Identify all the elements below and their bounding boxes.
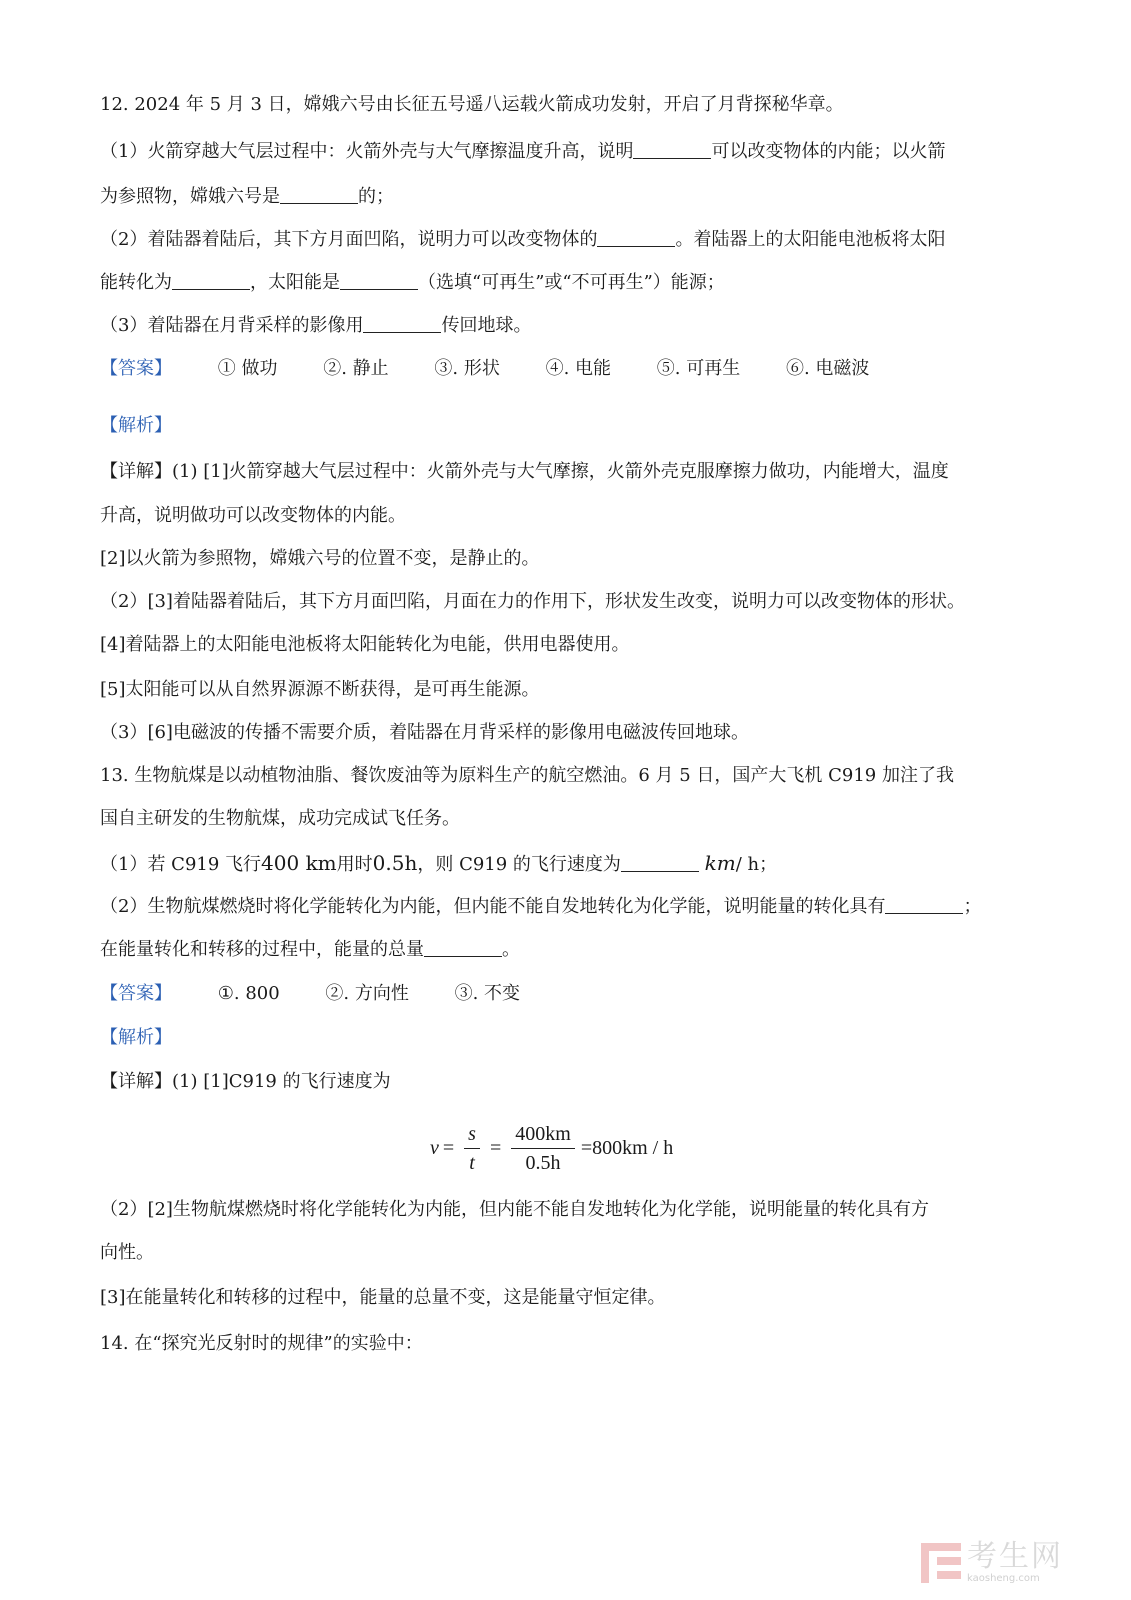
q13-part1-text: ，则 C919 的飞行速度为 [417,854,621,875]
q12-part2-text: （选填“可再生”或“不可再生”）能源； [418,272,725,293]
formula-numerator: 400km [511,1122,575,1149]
q13-blank-2 [885,895,963,914]
q12-part2-text: （2）着陆器着陆后，其下方月面凹陷，说明力可以改变物体的 [100,229,598,250]
q13-analysis-label: 【解析】 [100,1027,172,1048]
q12-blank-5 [340,271,418,290]
q12-part2-line2 [100,270,1030,296]
watermark-logo-icon [921,1543,961,1583]
answer-item: ②. 方向性 [325,983,409,1004]
q12-blank-6 [363,314,441,333]
formula-frac-st [464,1122,480,1175]
q12-detail-4: [4]着陆器上的太阳能电池板将太阳能转化为电能，供用电器使用。 [100,634,630,655]
formula-eq: = [489,1136,502,1159]
q13-part2-text: （2）生物航煤燃烧时将化学能转化为内能，但内能不能自发地转化为化学能，说明能量的转化具有 [100,896,886,917]
q12-blank-4 [172,271,250,290]
q13-detail-1: 【详解】(1) [1]C919 的飞行速度为 [100,1071,391,1092]
q13-part1-text: 用时 [336,854,373,875]
q12-part1-text: 为参照物，嫦娥六号是 [100,186,280,207]
formula-s: s [464,1122,480,1149]
q12-part1-text: （1）火箭穿越大气层过程中：火箭外壳与大气摩擦温度升高，说明 [100,141,634,162]
q12-part2-line1 [100,227,1030,253]
q13-answer-row [100,981,1030,1007]
answer-item: ⑥. 电磁波 [785,358,870,379]
q13-blank-1 [621,853,699,872]
q12-part2-text: ，太阳能是 [250,272,340,293]
q12-part3 [100,313,1030,339]
answer-item: ③. 不变 [454,983,521,1004]
q12-analysis-label: 【解析】 [100,415,172,436]
q13-time: 0.5h [372,851,418,875]
q13-stem-b: 国自主研发的生物航煤，成功完成试飞任务。 [100,808,460,829]
watermark-text [967,1541,1063,1585]
q12-part1-text: 的； [358,186,394,207]
q12-detail-2: [2]以火箭为参照物，嫦娥六号的位置不变，是静止的。 [100,548,540,569]
q12-blank-1 [633,140,711,159]
q13-part2-text: 。 [502,939,520,960]
q12-part2-text: 。着陆器上的太阳能电池板将太阳 [675,229,946,250]
q12-part1-line2 [100,184,1030,210]
q12-detail-6: （3）[6]电磁波的传播不需要介质，着陆器在月背采样的影像用电磁波传回地球。 [100,722,749,743]
q12-part3-text: 传回地球。 [441,315,532,336]
q12-blank-2 [280,185,358,204]
answer-label: 【答案】 [100,358,172,379]
q14-stem: 14. 在“探究光反射时的规律”的实验中： [100,1333,423,1354]
q13-part1-text: （1）若 C919 飞行 [100,854,262,875]
q13-part1 [100,850,1030,878]
q13-part2-line2 [100,937,1030,963]
q12-detail-1b: 升高，说明做功可以改变物体的内能。 [100,505,406,526]
formula-frac-values [511,1122,575,1175]
q13-detail-3: [3]在能量转化和转移的过程中，能量的总量不变，这是能量守恒定律。 [100,1287,666,1308]
q12-detail-3: （2）[3]着陆器着陆后，其下方月面凹陷，月面在力的作用下，形状发生改变，说明力可以改变物体的形状。 [100,591,965,612]
formula-v: v [430,1136,439,1159]
answer-item: ③. 形状 [434,358,500,379]
answer-item: ⑤. 可再生 [656,358,741,379]
q12-answer-row [100,356,1030,382]
q13-detail-2b: 向性。 [100,1242,154,1263]
q13-part2-line1 [100,894,1030,920]
formula-denominator: 0.5h [525,1151,561,1174]
q13-stem-a: 13. 生物航煤是以动植物油脂、餐饮废油等为原料生产的航空燃油。6 月 5 日，国产大飞机 C919 加注了我 [100,765,954,786]
speed-formula [430,1118,673,1178]
q12-stem: 12. 2024 年 5 月 3 日，嫦娥六号由长征五号遥八运载火箭成功发射，开启了月背探秘华章。 [100,94,844,115]
q12-detail-1a: 【详解】(1) [1]火箭穿越大气层过程中：火箭外壳与大气摩擦，火箭外壳克服摩擦力做功，内能增大，温度 [100,461,949,482]
q13-distance: 400 km [261,851,337,875]
watermark-cn: 考生网 [967,1539,1063,1574]
q13-unit-tail: / h； [735,854,778,875]
answer-item: ①. 800 [217,983,280,1004]
answer-item: ① 做功 [217,358,278,379]
q12-part3-text: （3）着陆器在月背采样的影像用 [100,315,364,336]
q12-detail-5: [5]太阳能可以从自然界源源不断获得，是可再生能源。 [100,679,540,700]
q12-part2-text: 能转化为 [100,272,172,293]
q13-unit: km [704,851,736,875]
q13-detail-2a: （2）[2]生物航煤燃烧时将化学能转化为内能，但内能不能自发地转化为化学能，说明能量的转化具有方 [100,1199,929,1220]
q13-part2-text: ； [963,896,982,917]
q12-part1-text: 可以改变物体的内能；以火箭 [711,141,946,162]
q12-part1-line1 [100,139,1030,165]
site-watermark [921,1538,1091,1588]
answer-label: 【答案】 [100,983,172,1004]
q13-blank-3 [424,938,502,957]
answer-item: ②. 静止 [323,358,389,379]
formula-eq: = [442,1136,455,1159]
formula-result: =800km / h [580,1136,674,1159]
q12-blank-3 [597,228,675,247]
q13-part2-text: 在能量转化和转移的过程中，能量的总量 [100,939,424,960]
formula-t: t [469,1151,475,1174]
answer-item: ④. 电能 [545,358,612,379]
watermark-url: kaosheng.com [967,1573,1040,1584]
